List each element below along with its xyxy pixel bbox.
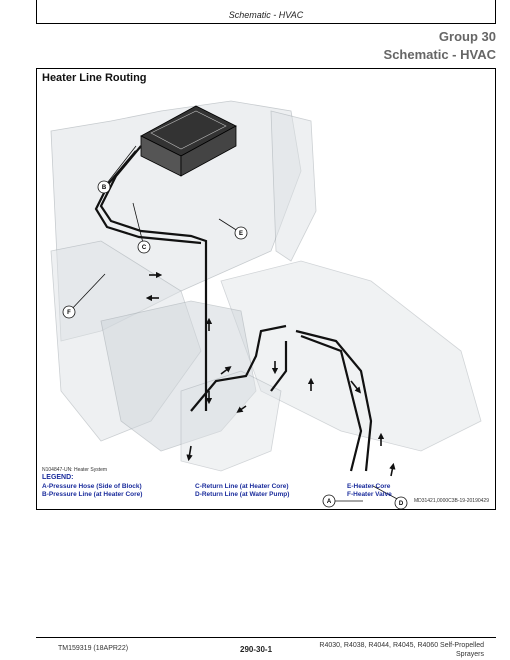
- footer-models-line-2: Sprayers: [455, 651, 484, 658]
- figure-code: MD31421,0000C3B-19-20190429: [413, 498, 489, 504]
- legend-item-a: A-Pressure Hose (Side of Block): [42, 483, 142, 490]
- figure-title: Heater Line Routing: [42, 72, 147, 84]
- legend-column-1: [42, 483, 142, 499]
- footer-rule: [36, 637, 496, 638]
- svg-text:D: D: [398, 501, 404, 507]
- svg-text:E: E: [238, 231, 244, 237]
- footer-manual-id: TM159319 (18APR22): [58, 645, 129, 652]
- legend-column-3: [347, 483, 392, 499]
- footer-models: [316, 641, 484, 659]
- footer-page-number: 290-30-1: [240, 645, 273, 654]
- svg-text:B: B: [101, 185, 107, 191]
- legend-column-2: [195, 483, 289, 499]
- legend-item-c: C-Return Line (at Heater Core): [195, 483, 289, 490]
- legend-title: LEGEND:: [42, 474, 74, 481]
- cab-frame: [51, 101, 481, 471]
- svg-text:C: C: [141, 245, 147, 251]
- section-heading: Schematic - HVAC: [383, 47, 496, 62]
- image-caption-id: N104847-UN: Heater System: [42, 467, 108, 473]
- svg-text:A: A: [326, 499, 332, 505]
- running-header: [36, 0, 496, 24]
- legend-item-e: E-Heater Core: [347, 483, 391, 490]
- svg-text:F: F: [67, 310, 71, 316]
- legend-item-d: D-Return Line (at Water Pump): [195, 491, 290, 498]
- group-heading: Group 30: [438, 29, 496, 44]
- figure-panel: [36, 68, 496, 510]
- legend-item-f: F-Heater Valve: [347, 491, 392, 498]
- heater-line-illustration: [41, 91, 491, 527]
- footer-models-line-1: R4030, R4038, R4044, R4045, R4060 Self-Propelled: [319, 642, 484, 649]
- running-title: Schematic - HVAC: [228, 10, 304, 20]
- legend-item-b: B-Pressure Line (at Heater Core): [42, 491, 143, 498]
